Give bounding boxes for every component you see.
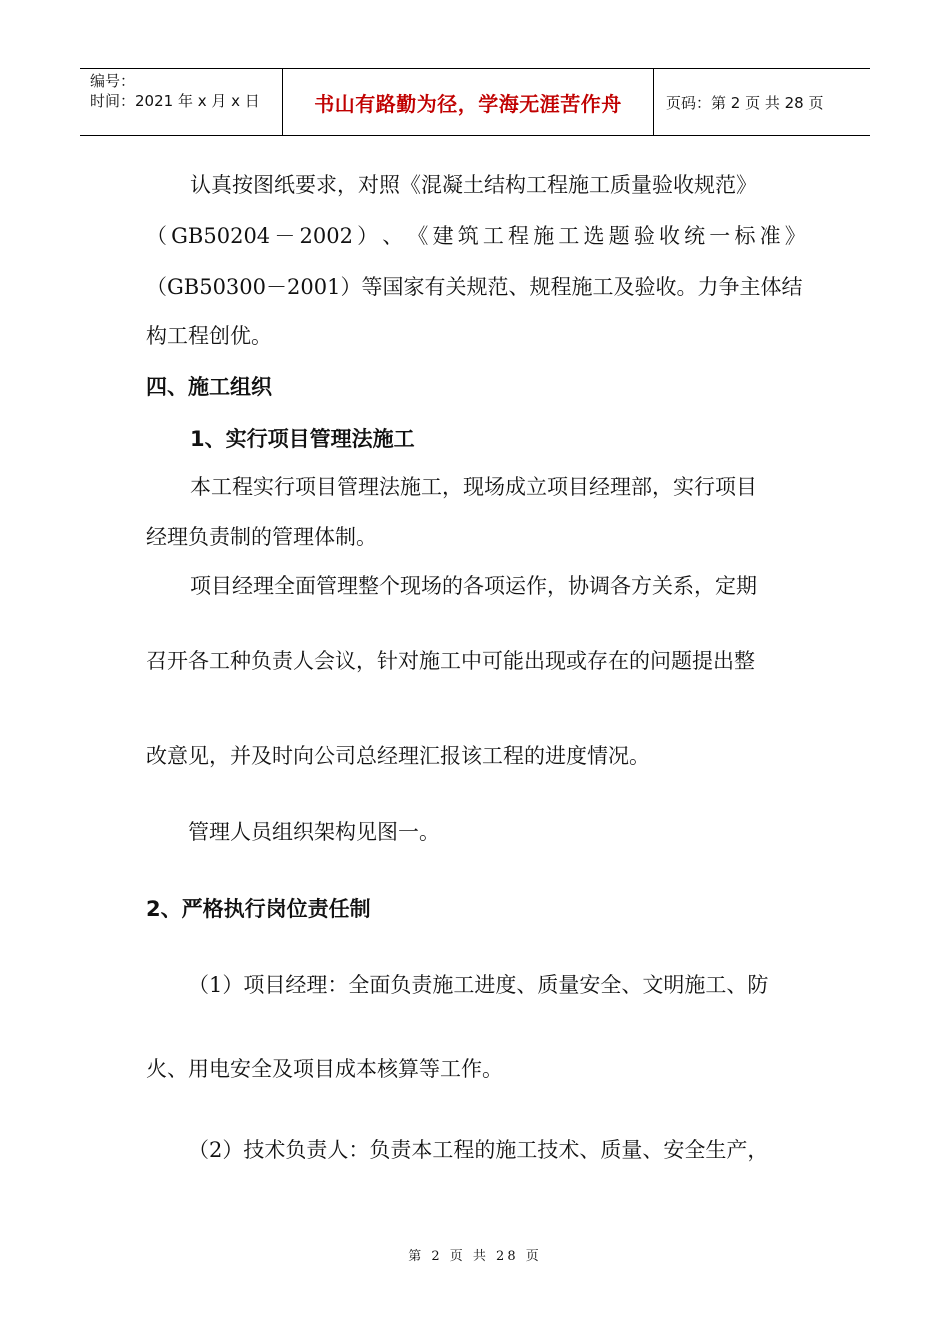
justified-text-segment: 程 [508, 224, 530, 248]
justified-text-segment: GB50204 [171, 224, 271, 248]
paragraph-line: 管理人员组织架构见图一。 [188, 820, 440, 844]
justified-text-segment: 准 [759, 224, 781, 248]
justified-text-segment: 标 [734, 224, 756, 248]
justified-text-segment: 工 [558, 224, 580, 248]
paragraph-line: 认真按图纸要求，对照《混凝土结构工程施工质量验收规范》 [190, 173, 757, 197]
justified-text-segment: （ [146, 224, 167, 248]
list-item-line: （1）项目经理：全面负责施工进度、质量安全、文明施工、防 [188, 973, 769, 997]
paragraph-line: （GB50300－2001）等国家有关规范、规程施工及验收。力争主体结 [146, 275, 803, 299]
justified-text-segment: 筑 [457, 224, 479, 248]
list-item-line: （2）技术负责人：负责本工程的施工技术、质量、安全生产， [188, 1138, 769, 1162]
header-page-info: 页码：第 2 页 共 28 页 [666, 93, 824, 112]
page-header [80, 68, 870, 136]
paragraph-line: 改意见，并及时向公司总经理汇报该工程的进度情况。 [146, 744, 650, 768]
justified-text-segment: 、 [382, 224, 404, 248]
justified-text-segment: 工 [482, 224, 504, 248]
justified-text-segment: 验 [633, 224, 655, 248]
subsection-heading: 1、实行项目管理法施工 [190, 427, 415, 451]
document-body [146, 158, 806, 1178]
justified-text-segment: ） [357, 224, 379, 248]
justified-text-segment: － [274, 224, 296, 248]
justified-text-segment: 统 [684, 224, 706, 248]
justified-text-segment: 建 [432, 224, 454, 248]
list-item-line: 火、用电安全及项目成本核算等工作。 [146, 1057, 503, 1081]
justified-text-segment: 2002 [299, 224, 353, 248]
justified-text-segment: 收 [658, 224, 680, 248]
paragraph-line: 经理负责制的管理体制。 [146, 525, 377, 549]
justified-text-segment: 施 [533, 224, 555, 248]
justified-text-segment: 》 [784, 224, 806, 248]
paragraph-line: 项目经理全面管理整个现场的各项运作，协调各方关系，定期 [190, 574, 757, 598]
page-footer: 第 2 页 共 28 页 [408, 1249, 542, 1264]
justified-text-segment: 一 [709, 224, 731, 248]
subsection-heading: 2、严格执行岗位责任制 [146, 897, 371, 921]
section-heading: 四、施工组织 [146, 375, 272, 399]
document-number-label: 编号： [90, 72, 136, 90]
document-date: 时间：2021 年 x 月 x 日 [90, 92, 260, 110]
paragraph-line: 召开各工种负责人会议，针对施工中可能出现或存在的问题提出整 [146, 649, 755, 673]
header-meta [80, 69, 282, 135]
paragraph-line-justified [146, 212, 806, 260]
justified-text-segment: 选 [583, 224, 605, 248]
header-motto: 书山有路勤为径，学海无涯苦作舟 [282, 69, 654, 135]
justified-text-segment: 《 [407, 224, 429, 248]
justified-text-segment: 题 [608, 224, 630, 248]
paragraph-line: 构工程创优。 [146, 324, 272, 348]
paragraph-line: 本工程实行项目管理法施工，现场成立项目经理部，实行项目 [190, 475, 757, 499]
